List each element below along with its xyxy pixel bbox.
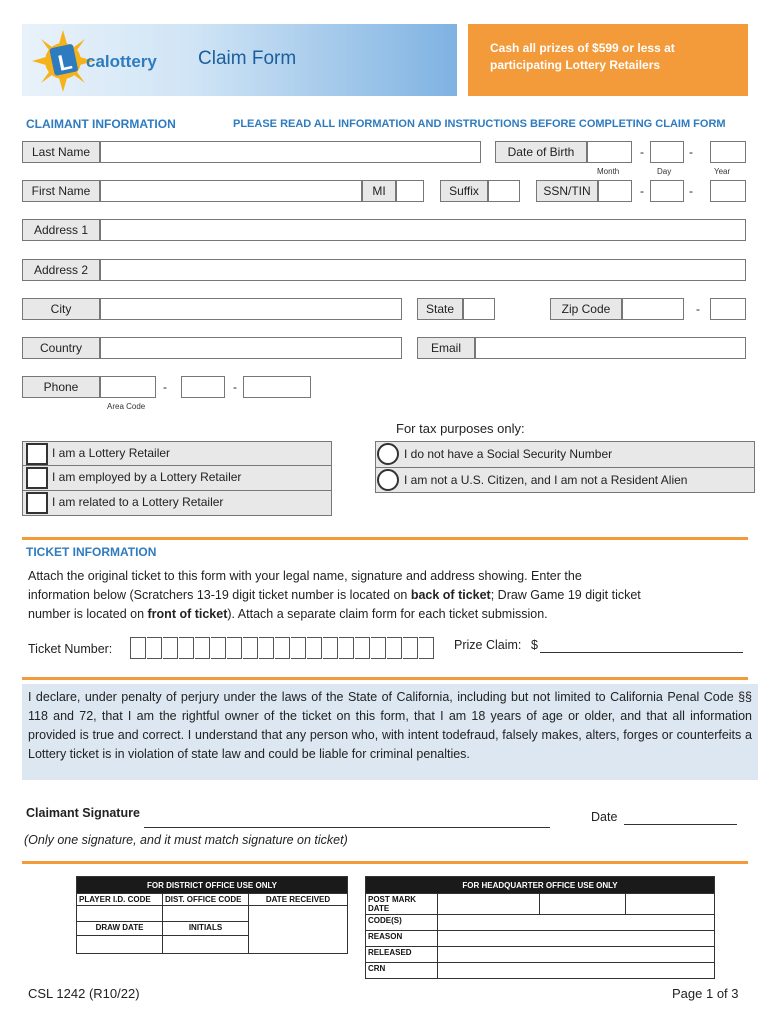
- hq-row-label: CRN: [366, 963, 438, 979]
- ssn-field-1[interactable]: [598, 180, 632, 202]
- suffix-label: Suffix: [440, 180, 488, 202]
- no-ssn-option: I do not have a Social Security Number: [404, 447, 613, 461]
- state-label: State: [417, 298, 463, 320]
- page-number: Page 1 of 3: [672, 986, 739, 1001]
- address1-field[interactable]: [100, 219, 746, 241]
- related-option: I am related to a Lottery Retailer: [52, 495, 224, 509]
- ticket-digit-box[interactable]: [371, 637, 386, 659]
- postmark-cell-2[interactable]: [540, 894, 626, 915]
- postmark-cell-1[interactable]: [438, 894, 540, 915]
- state-field[interactable]: [463, 298, 495, 320]
- ticket-digit-box[interactable]: [211, 637, 226, 659]
- city-label: City: [22, 298, 100, 320]
- ticket-line-2: information below (Scratchers 13-19 digit ticket number is located on back of ticket; Draw Game 19 digit ticket: [28, 588, 641, 602]
- declaration-box: [22, 684, 758, 780]
- divider-2: [22, 677, 748, 680]
- claimant-section-title: CLAIMANT INFORMATION: [26, 117, 176, 131]
- hq-table-title: FOR HEADQUARTER OFFICE USE ONLY: [366, 877, 715, 894]
- phone-prefix-field[interactable]: [181, 376, 225, 398]
- postmark-cell-3[interactable]: [626, 894, 715, 915]
- first-name-field[interactable]: [100, 180, 362, 202]
- year-caption: Year: [714, 167, 731, 176]
- dob-day-field[interactable]: [650, 141, 684, 163]
- hq-row-label: REASON: [366, 931, 438, 947]
- zip-dash: -: [696, 302, 700, 316]
- signature-label: Claimant Signature: [26, 806, 140, 820]
- dist-code-cell[interactable]: [163, 906, 249, 922]
- zip-ext-field[interactable]: [710, 298, 746, 320]
- ticket-digit-box[interactable]: [275, 637, 290, 659]
- instructions-heading: PLEASE READ ALL INFORMATION AND INSTRUCTIONS BEFORE COMPLETING CLAIM FORM: [233, 118, 726, 130]
- ssn-label: SSN/TIN: [536, 180, 598, 202]
- promo-banner: [468, 24, 748, 96]
- prize-claim-label: Prize Claim:: [454, 638, 522, 652]
- ticket-digit-box[interactable]: [403, 637, 418, 659]
- employed-checkbox[interactable]: [26, 467, 48, 489]
- country-label: Country: [22, 337, 100, 359]
- phone-line-field[interactable]: [243, 376, 311, 398]
- last-name-label: Last Name: [22, 141, 100, 163]
- phone-label: Phone: [22, 376, 100, 398]
- ticket-digit-box[interactable]: [419, 637, 434, 659]
- ssn-field-2[interactable]: [650, 180, 684, 202]
- district-office-table: [76, 876, 348, 954]
- dollar-sign: $: [531, 638, 538, 652]
- ticket-digit-box[interactable]: [387, 637, 402, 659]
- hq-row-label: CODE(S): [366, 915, 438, 931]
- signature-field[interactable]: [144, 827, 550, 828]
- player-id-header: PLAYER I.D. CODE: [77, 894, 163, 906]
- crn-cell[interactable]: [438, 963, 715, 979]
- dob-dash-2: -: [689, 145, 693, 159]
- district-table-title: FOR DISTRICT OFFICE USE ONLY: [77, 877, 348, 894]
- ticket-digit-box[interactable]: [131, 637, 146, 659]
- reason-cell[interactable]: [438, 931, 715, 947]
- phone-dash-1: -: [163, 380, 167, 394]
- initials-cell[interactable]: [163, 936, 249, 954]
- initials-header: INITIALS: [163, 922, 249, 936]
- divider-3: [22, 861, 748, 864]
- suffix-field[interactable]: [488, 180, 520, 202]
- dob-year-field[interactable]: [710, 141, 746, 163]
- date-received-header: DATE RECEIVED: [249, 894, 348, 906]
- ticket-digit-box[interactable]: [147, 637, 162, 659]
- hq-office-table: [365, 876, 715, 979]
- employed-option: I am employed by a Lottery Retailer: [52, 470, 242, 484]
- sun-logo-icon: [32, 30, 94, 92]
- city-field[interactable]: [100, 298, 402, 320]
- released-cell[interactable]: [438, 947, 715, 963]
- address1-label: Address 1: [22, 219, 100, 241]
- dob-label: Date of Birth: [495, 141, 587, 163]
- date-received-cell[interactable]: [249, 906, 348, 954]
- declaration-text: I declare, under penalty of perjury under the laws of the State of California, including but not limited to California Penal Code §§ 118 and 72, that I am the rightful owner of the ticket on this form, that I am 18 years of age or older, and that all information provided is true and correct. I understand that any person who, with intent todefraud, falsely makes, alters, forges or counterfeits a Lottery ticket is in violation of state law and could be liable for criminal penalties.: [28, 690, 752, 761]
- ticket-line-1: Attach the original ticket to this form with your legal name, signature and address showing. Enter the: [28, 569, 582, 583]
- date-label: Date: [591, 810, 618, 824]
- ticket-digit-box[interactable]: [355, 637, 370, 659]
- phone-area-field[interactable]: [100, 376, 156, 398]
- signature-note: (Only one signature, and it must match signature on ticket): [24, 833, 348, 847]
- ssn-dash-1: -: [640, 184, 644, 198]
- ticket-digit-box[interactable]: [339, 637, 354, 659]
- last-name-field[interactable]: [100, 141, 481, 163]
- prize-claim-field[interactable]: [540, 652, 743, 653]
- month-caption: Month: [597, 167, 620, 176]
- dob-month-field[interactable]: [587, 141, 632, 163]
- tax-title: For tax purposes only:: [396, 421, 525, 436]
- ticket-line-3: number is located on front of ticket). Attach a separate claim form for each ticket submission.: [28, 607, 548, 621]
- svg-text:L: L: [55, 48, 75, 76]
- address2-label: Address 2: [22, 259, 100, 281]
- retailer-checkbox[interactable]: [26, 443, 48, 465]
- dob-dash-1: -: [640, 145, 644, 159]
- ticket-digit-box[interactable]: [259, 637, 274, 659]
- hq-row-label: RELEASED: [366, 947, 438, 963]
- dist-code-header: DIST. OFFICE CODE: [163, 894, 249, 906]
- address2-field[interactable]: [100, 259, 746, 281]
- header-banner: [22, 24, 457, 96]
- first-name-label: First Name: [22, 180, 100, 202]
- email-label: Email: [417, 337, 475, 359]
- ticket-instructions: [28, 567, 738, 624]
- non-citizen-radio[interactable]: [377, 469, 399, 491]
- ticket-digit-box[interactable]: [227, 637, 242, 659]
- zip-field[interactable]: [622, 298, 684, 320]
- retailer-option: I am a Lottery Retailer: [52, 446, 171, 460]
- promo-text: Cash all prizes of $599 or less at participating Lottery Retailers: [490, 41, 675, 72]
- non-citizen-option: I am not a U.S. Citizen, and I am not a Resident Alien: [404, 473, 688, 487]
- hq-row-label: POST MARK DATE: [366, 894, 438, 915]
- ticket-number-label: Ticket Number:: [28, 642, 113, 656]
- ticket-digit-box[interactable]: [163, 637, 178, 659]
- mi-label: MI: [362, 180, 396, 202]
- email-field[interactable]: [475, 337, 746, 359]
- ticket-digit-box[interactable]: [291, 637, 306, 659]
- ticket-digit-box[interactable]: [307, 637, 322, 659]
- draw-date-cell[interactable]: [77, 936, 163, 954]
- form-title: Claim Form: [198, 48, 297, 69]
- related-checkbox[interactable]: [26, 492, 48, 514]
- ticket-digit-box[interactable]: [195, 637, 210, 659]
- ticket-digit-box[interactable]: [323, 637, 338, 659]
- divider-1: [22, 537, 748, 540]
- mi-field[interactable]: [396, 180, 424, 202]
- ssn-field-3[interactable]: [710, 180, 746, 202]
- codes-cell[interactable]: [438, 915, 715, 931]
- logo-text: calottery: [86, 52, 157, 71]
- ticket-digit-box[interactable]: [179, 637, 194, 659]
- date-field[interactable]: [624, 824, 737, 825]
- country-field[interactable]: [100, 337, 402, 359]
- ssn-dash-2: -: [689, 184, 693, 198]
- day-caption: Day: [657, 167, 672, 176]
- area-code-caption: Area Code: [107, 402, 146, 411]
- draw-date-header: DRAW DATE: [77, 922, 163, 936]
- form-code: CSL 1242 (R10/22): [28, 986, 140, 1001]
- zip-label: Zip Code: [550, 298, 622, 320]
- no-ssn-radio[interactable]: [377, 443, 399, 465]
- ticket-digit-box[interactable]: [243, 637, 258, 659]
- phone-dash-2: -: [233, 380, 237, 394]
- player-id-cell[interactable]: [77, 906, 163, 922]
- ticket-section-title: TICKET INFORMATION: [26, 545, 157, 559]
